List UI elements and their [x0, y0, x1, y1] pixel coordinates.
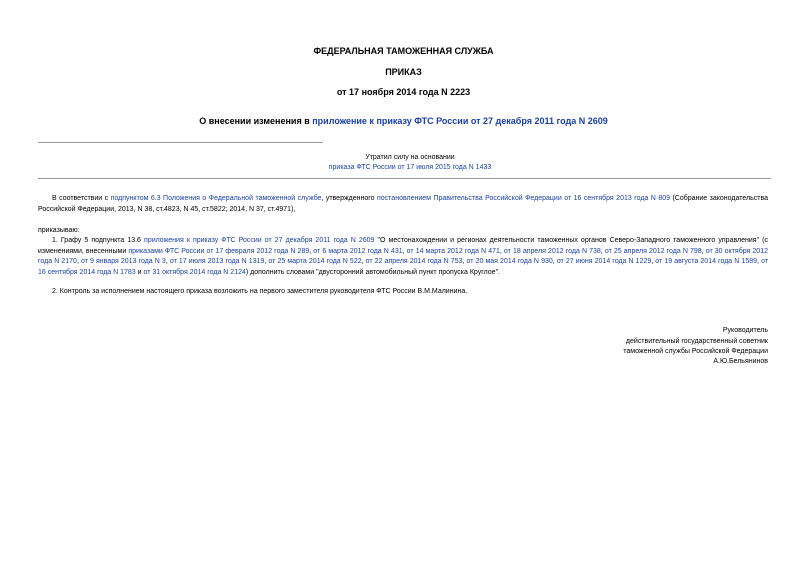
status-link[interactable]: приказа ФТС России от 17 июля 2015 года N 1433 [328, 164, 492, 171]
item1-link[interactable]: от 25 апреля 2012 года N 798 [604, 247, 702, 255]
item1-text: , [600, 247, 605, 255]
item1-text: , [165, 258, 170, 265]
preamble-paragraph [38, 194, 768, 215]
item1-link[interactable]: от 25 марта 2014 года N 522 [268, 258, 362, 265]
signature-name: А.Ю.Бельянинов [713, 358, 768, 365]
status-note: Утратил силу на основании [365, 154, 455, 161]
item1-text: , [651, 258, 656, 265]
item1-text: и [135, 268, 144, 276]
agency-name: ФЕДЕРАЛЬНАЯ ТАМОЖЕННАЯ СЛУЖБА [313, 46, 494, 56]
item1-link[interactable]: от 18 апреля 2012 года N 738 [503, 247, 601, 255]
item1-text: , [701, 247, 706, 255]
item1-link[interactable]: от 31 октября 2014 года N 2124 [143, 268, 246, 276]
item1-link[interactable]: от 6 марта 2012 года N 431 [313, 247, 403, 255]
item1-text: , [757, 258, 762, 265]
item1-text: , [309, 247, 314, 255]
document-date-number: от 17 ноября 2014 года N 2223 [336, 87, 471, 97]
preamble-link-2[interactable]: постановлением Правительства Российской Федерации от 16 сентября 2013 года N 809 [377, 195, 670, 202]
document-type: ПРИКАЗ [385, 67, 422, 77]
preamble-text-2: , утвержденного [321, 195, 377, 202]
item1-link[interactable]: от 16 сентября 2014 года N 1783 [38, 258, 769, 276]
item1-text: , [76, 258, 81, 265]
item1-link[interactable]: приложения к приказу ФТС России от 27 декабря 2011 года N 2609 [144, 237, 375, 244]
item1-text: ) дополнить словами "двусторонний автомобильный пункт пропуска Круглое". [245, 268, 500, 276]
item1-link[interactable]: от 22 апреля 2014 года N 753 [365, 258, 463, 265]
title-prefix: О внесении изменения в [199, 116, 313, 126]
order-word: приказываю: [38, 227, 80, 234]
item1-link[interactable]: от 17 июля 2013 года N 1319 [169, 258, 265, 265]
item1-link[interactable]: от 30 октября 2012 года N 2170 [38, 247, 768, 265]
signature-rank-2: таможенной службы Российской Федерации [623, 348, 768, 355]
preamble-link-1[interactable]: подпунктом 6.3 Положения о Федеральной таможенной службе [110, 195, 322, 202]
preamble-text-3: (Собрание законодательства Российской Федерации, 2013, N 38, ст.4823, N 45, ст.5822; 2014, N 37, ст.4971), [38, 195, 768, 213]
item1-text: , [361, 258, 366, 265]
item1-text: , [499, 247, 504, 255]
short-divider [38, 142, 323, 143]
signature-role: Руководитель [722, 327, 768, 334]
title-link[interactable]: приложение к приказу ФТС России от 27 декабря 2011 года N 2609 [312, 116, 608, 126]
item-2-paragraph: 2. Контроль за исполнением настоящего приказа возложить на первого заместителя руководителя ФТС России В.М.Малинина. [52, 288, 468, 295]
preamble-text-1: В соответствии с [52, 195, 111, 202]
item1-link[interactable]: от 19 августа 2014 года N 1589 [655, 258, 758, 265]
item1-link[interactable]: от 14 марта 2012 года N 471 [406, 247, 500, 255]
item1-text: 1. Графу 5 подпункта 13.6 [52, 237, 145, 244]
item1-link[interactable]: от 20 мая 2014 года N 930 [466, 258, 553, 265]
item1-text: "О местонахождении и регионах деятельности таможенных органов Северо-Западного таможенного управления" (с изменениями, внесенными [38, 237, 768, 255]
item1-text: , [402, 247, 407, 255]
item1-link[interactable]: от 9 января 2013 года N 3 [80, 258, 166, 265]
item1-link[interactable]: от 27 июня 2014 года N 1229 [556, 258, 652, 265]
document-title [0, 116, 807, 126]
item1-link[interactable]: приказами ФТС России от 17 февраля 2012 года N 289 [128, 247, 310, 255]
item1-text: , [264, 258, 269, 265]
item-1-paragraph [38, 236, 768, 278]
item1-text: , [462, 258, 467, 265]
item1-text: , [552, 258, 557, 265]
signature-rank-1: действительный государственный советник [625, 338, 768, 345]
long-divider [38, 178, 771, 179]
